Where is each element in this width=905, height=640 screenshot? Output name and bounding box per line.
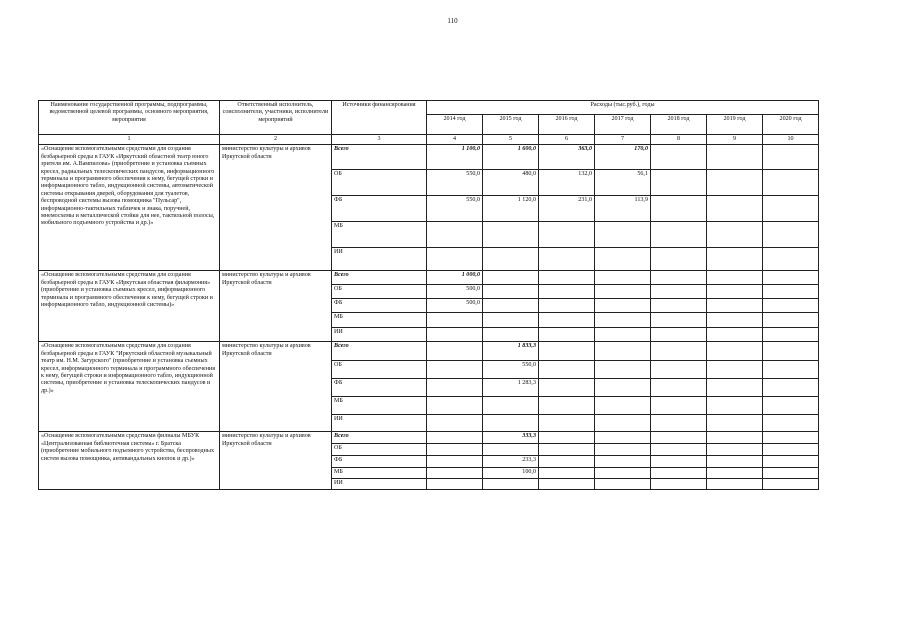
funding-source: МБ <box>332 313 427 328</box>
expense-value <box>427 222 483 248</box>
expense-value: 56,1 <box>595 170 651 196</box>
expense-value <box>427 313 483 328</box>
table-row <box>39 432 819 444</box>
expense-value <box>483 285 539 299</box>
expense-value <box>763 479 819 490</box>
column-number: 1 <box>39 135 220 145</box>
expense-value <box>707 271 763 285</box>
expense-value <box>763 468 819 479</box>
column-number: 9 <box>707 135 763 145</box>
expense-value <box>539 222 595 248</box>
column-number: 6 <box>539 135 595 145</box>
expense-value <box>595 415 651 432</box>
column-number: 8 <box>651 135 707 145</box>
funding-source: ФБ <box>332 196 427 222</box>
header-expenses: Расходы (тыс.руб.), годы <box>427 101 819 115</box>
funding-source: МБ <box>332 397 427 415</box>
funding-source: ФБ <box>332 299 427 313</box>
expense-value <box>763 342 819 361</box>
expense-value <box>651 432 707 444</box>
expense-value <box>539 479 595 490</box>
expense-value <box>651 328 707 342</box>
expense-value: 170,0 <box>595 145 651 170</box>
expense-value <box>483 313 539 328</box>
funding-source: ИИ <box>332 328 427 342</box>
expense-value <box>483 479 539 490</box>
expense-value <box>483 299 539 313</box>
column-number: 5 <box>483 135 539 145</box>
expense-value <box>763 145 819 170</box>
funding-source: ОБ <box>332 361 427 379</box>
header-year: 2016 год <box>539 115 595 135</box>
column-number: 4 <box>427 135 483 145</box>
expense-value <box>763 285 819 299</box>
expense-value <box>651 285 707 299</box>
expense-value <box>427 342 483 361</box>
expense-value <box>707 432 763 444</box>
expense-value <box>539 299 595 313</box>
column-number: 7 <box>595 135 651 145</box>
expense-value: 1 120,0 <box>483 196 539 222</box>
column-number: 10 <box>763 135 819 145</box>
expense-value <box>595 313 651 328</box>
expense-value <box>707 415 763 432</box>
expense-value <box>483 444 539 456</box>
expense-value <box>539 361 595 379</box>
expense-value <box>651 342 707 361</box>
expense-value <box>427 397 483 415</box>
expense-value <box>595 222 651 248</box>
expense-value: 500,0 <box>427 299 483 313</box>
expense-value: 1 000,0 <box>427 271 483 285</box>
expense-value <box>707 299 763 313</box>
expense-value: 480,0 <box>483 170 539 196</box>
expense-value <box>707 313 763 328</box>
expense-value <box>763 397 819 415</box>
expense-value <box>483 248 539 271</box>
expense-value <box>651 145 707 170</box>
expense-value <box>595 361 651 379</box>
expense-value <box>763 248 819 271</box>
expense-value <box>539 397 595 415</box>
expense-value <box>651 456 707 468</box>
expense-value <box>427 432 483 444</box>
expense-value <box>539 432 595 444</box>
expense-value <box>707 328 763 342</box>
expense-value <box>427 444 483 456</box>
expense-value <box>651 479 707 490</box>
expense-value <box>763 444 819 456</box>
table-body <box>39 145 819 490</box>
expense-value <box>483 222 539 248</box>
expense-value: 1 833,3 <box>483 342 539 361</box>
funding-source: МБ <box>332 222 427 248</box>
expense-value <box>539 248 595 271</box>
expense-value <box>651 468 707 479</box>
expense-value <box>539 468 595 479</box>
expense-value <box>595 444 651 456</box>
activity-description: «Оснащение вспомогательными средствами для создания безбарьерной среды в ГАУК «Иркутская областная филармония» (приобретение и установка съемных кресел, информационного терминала и программного обеспечения к нему, бегущей строки и информационного табло, индукционной системы)» <box>39 271 220 342</box>
funding-source: Всего <box>332 342 427 361</box>
expense-value <box>707 248 763 271</box>
expense-value: 333,3 <box>483 432 539 444</box>
expense-value <box>651 361 707 379</box>
expense-value <box>483 271 539 285</box>
expense-value <box>707 456 763 468</box>
funding-source: МБ <box>332 468 427 479</box>
funding-source: ОБ <box>332 444 427 456</box>
expense-value <box>707 379 763 397</box>
expense-value <box>763 361 819 379</box>
header-year: 2018 год <box>651 115 707 135</box>
expense-value <box>651 379 707 397</box>
expense-value <box>595 271 651 285</box>
expense-value <box>539 285 595 299</box>
funding-source: Всего <box>332 271 427 285</box>
expense-value <box>595 342 651 361</box>
expense-value <box>707 285 763 299</box>
expense-value <box>707 444 763 456</box>
expense-value <box>595 468 651 479</box>
expense-value <box>763 415 819 432</box>
expense-value <box>595 285 651 299</box>
expense-value <box>651 248 707 271</box>
page-number: 110 <box>447 17 458 25</box>
table-row <box>39 342 819 361</box>
expense-value <box>483 328 539 342</box>
expense-value <box>707 145 763 170</box>
expense-value <box>707 342 763 361</box>
expense-value <box>763 432 819 444</box>
expense-value <box>595 432 651 444</box>
expense-value <box>539 342 595 361</box>
header-year: 2014 год <box>427 115 483 135</box>
expense-value <box>651 271 707 285</box>
expense-value: 1 600,0 <box>483 145 539 170</box>
activity-responsible: министерство культуры и архивов Иркутской области <box>220 145 332 271</box>
budget-table <box>38 100 819 490</box>
expense-value: 231,0 <box>539 196 595 222</box>
header-year: 2017 год <box>595 115 651 135</box>
expense-value <box>707 397 763 415</box>
table-row <box>39 145 819 170</box>
expense-value <box>707 468 763 479</box>
funding-source: ОБ <box>332 170 427 196</box>
expense-value: 132,0 <box>539 170 595 196</box>
expense-value <box>539 379 595 397</box>
expense-value <box>763 328 819 342</box>
expense-value <box>427 479 483 490</box>
expense-value <box>539 271 595 285</box>
header-program: Наименование государственной программы, подпрограммы, ведомственной целевой программы, основного мероприятия, мероприятия <box>39 101 220 135</box>
expense-value: 1 283,3 <box>483 379 539 397</box>
activity-responsible: министерство культуры и архивов Иркутской области <box>220 432 332 490</box>
column-number: 3 <box>332 135 427 145</box>
expense-value <box>763 456 819 468</box>
expense-value <box>651 397 707 415</box>
expense-value <box>763 313 819 328</box>
funding-source: ФБ <box>332 379 427 397</box>
expense-value <box>595 397 651 415</box>
expense-value: 500,0 <box>427 285 483 299</box>
expense-value: 363,0 <box>539 145 595 170</box>
header-source: Источники финансирования <box>332 101 427 135</box>
funding-source: Всего <box>332 145 427 170</box>
expense-value <box>539 415 595 432</box>
expense-value <box>539 456 595 468</box>
expense-value <box>595 328 651 342</box>
expense-value <box>651 415 707 432</box>
expense-value <box>651 444 707 456</box>
expense-value <box>595 299 651 313</box>
activity-description: «Оснащение вспомогательными средствами для создания безбарьерной среды в ГАУК «Иркутский областной театр юного зрителя им. А.Вампилова» (приобретение и установка съемных кресел, радиальных телескопических пандусов, информационного терминала и программного обеспечения к нему, бегущей строки и информационного табло, индукционной системы, автоматической системы открывания дверей, оборудования для туалетов, беспроводной системы вызова помощника "Пульсар", информационно-тактильных табличек и знака, поручней, мнемосхемы и металлической стойки для нее, тактильной полосы, мобильного подъемного устройства и др.)» <box>39 145 220 271</box>
expense-value <box>651 222 707 248</box>
expense-value <box>427 415 483 432</box>
expense-value <box>539 313 595 328</box>
expense-value <box>595 479 651 490</box>
expense-value: 550,0 <box>427 170 483 196</box>
expense-value: 100,0 <box>483 468 539 479</box>
expense-value <box>763 271 819 285</box>
activity-responsible: министерство культуры и архивов Иркутской области <box>220 342 332 432</box>
funding-source: ИИ <box>332 248 427 271</box>
expense-value <box>427 379 483 397</box>
expense-value <box>763 196 819 222</box>
funding-source: ИИ <box>332 415 427 432</box>
expense-value: 550,0 <box>483 361 539 379</box>
expense-value <box>651 299 707 313</box>
expense-value: 550,0 <box>427 196 483 222</box>
header-year: 2020 год <box>763 115 819 135</box>
expense-value <box>427 456 483 468</box>
expense-value <box>763 379 819 397</box>
column-number-row <box>39 135 819 145</box>
funding-source: ОБ <box>332 285 427 299</box>
expense-value <box>539 444 595 456</box>
column-number: 2 <box>220 135 332 145</box>
expense-value <box>427 328 483 342</box>
header-year: 2015 год <box>483 115 539 135</box>
funding-source: ФБ <box>332 456 427 468</box>
expense-value <box>707 170 763 196</box>
expense-value: 1 100,0 <box>427 145 483 170</box>
expense-value <box>427 361 483 379</box>
activity-description: «Оснащение вспомогательными средствами филиалы МБУК «Централизованная библиотечная система» г. Братска (приобретение мобильного подъемного устройства, беспроводных систем вызова помощника, антивандальных кнопок и др.)» <box>39 432 220 490</box>
activity-responsible: министерство культуры и архивов Иркутской области <box>220 271 332 342</box>
table-row <box>39 271 819 285</box>
expense-value <box>707 361 763 379</box>
header-responsible: Ответственный исполнитель, соисполнители, участники, исполнители мероприятий <box>220 101 332 135</box>
header-year: 2019 год <box>707 115 763 135</box>
expense-value <box>763 299 819 313</box>
expense-value <box>483 397 539 415</box>
expense-value <box>427 248 483 271</box>
activity-description: «Оснащение вспомогательными средствами для создания безбарьерной среды в ГАУК "Иркутский областной музыкальный театр им. Н.М. Загурского" (приобретение и установка съемных кресел, информационного терминала и программного обеспечения к нему, бегущей строки и информационного табло, индукционной системы, приобретение и установка телескопических пандусов и др.)» <box>39 342 220 432</box>
expense-value <box>651 196 707 222</box>
expense-value <box>595 379 651 397</box>
funding-source: ИИ <box>332 479 427 490</box>
expense-value: 233,3 <box>483 456 539 468</box>
expense-value <box>763 222 819 248</box>
expense-value <box>651 313 707 328</box>
expense-value <box>427 468 483 479</box>
expense-value <box>651 170 707 196</box>
expense-value <box>595 456 651 468</box>
expense-value <box>483 415 539 432</box>
expense-value <box>707 196 763 222</box>
funding-source: Всего <box>332 432 427 444</box>
expense-value <box>539 328 595 342</box>
expense-value: 113,9 <box>595 196 651 222</box>
expense-value <box>707 479 763 490</box>
expense-value <box>707 222 763 248</box>
expense-value <box>763 170 819 196</box>
expense-value <box>595 248 651 271</box>
